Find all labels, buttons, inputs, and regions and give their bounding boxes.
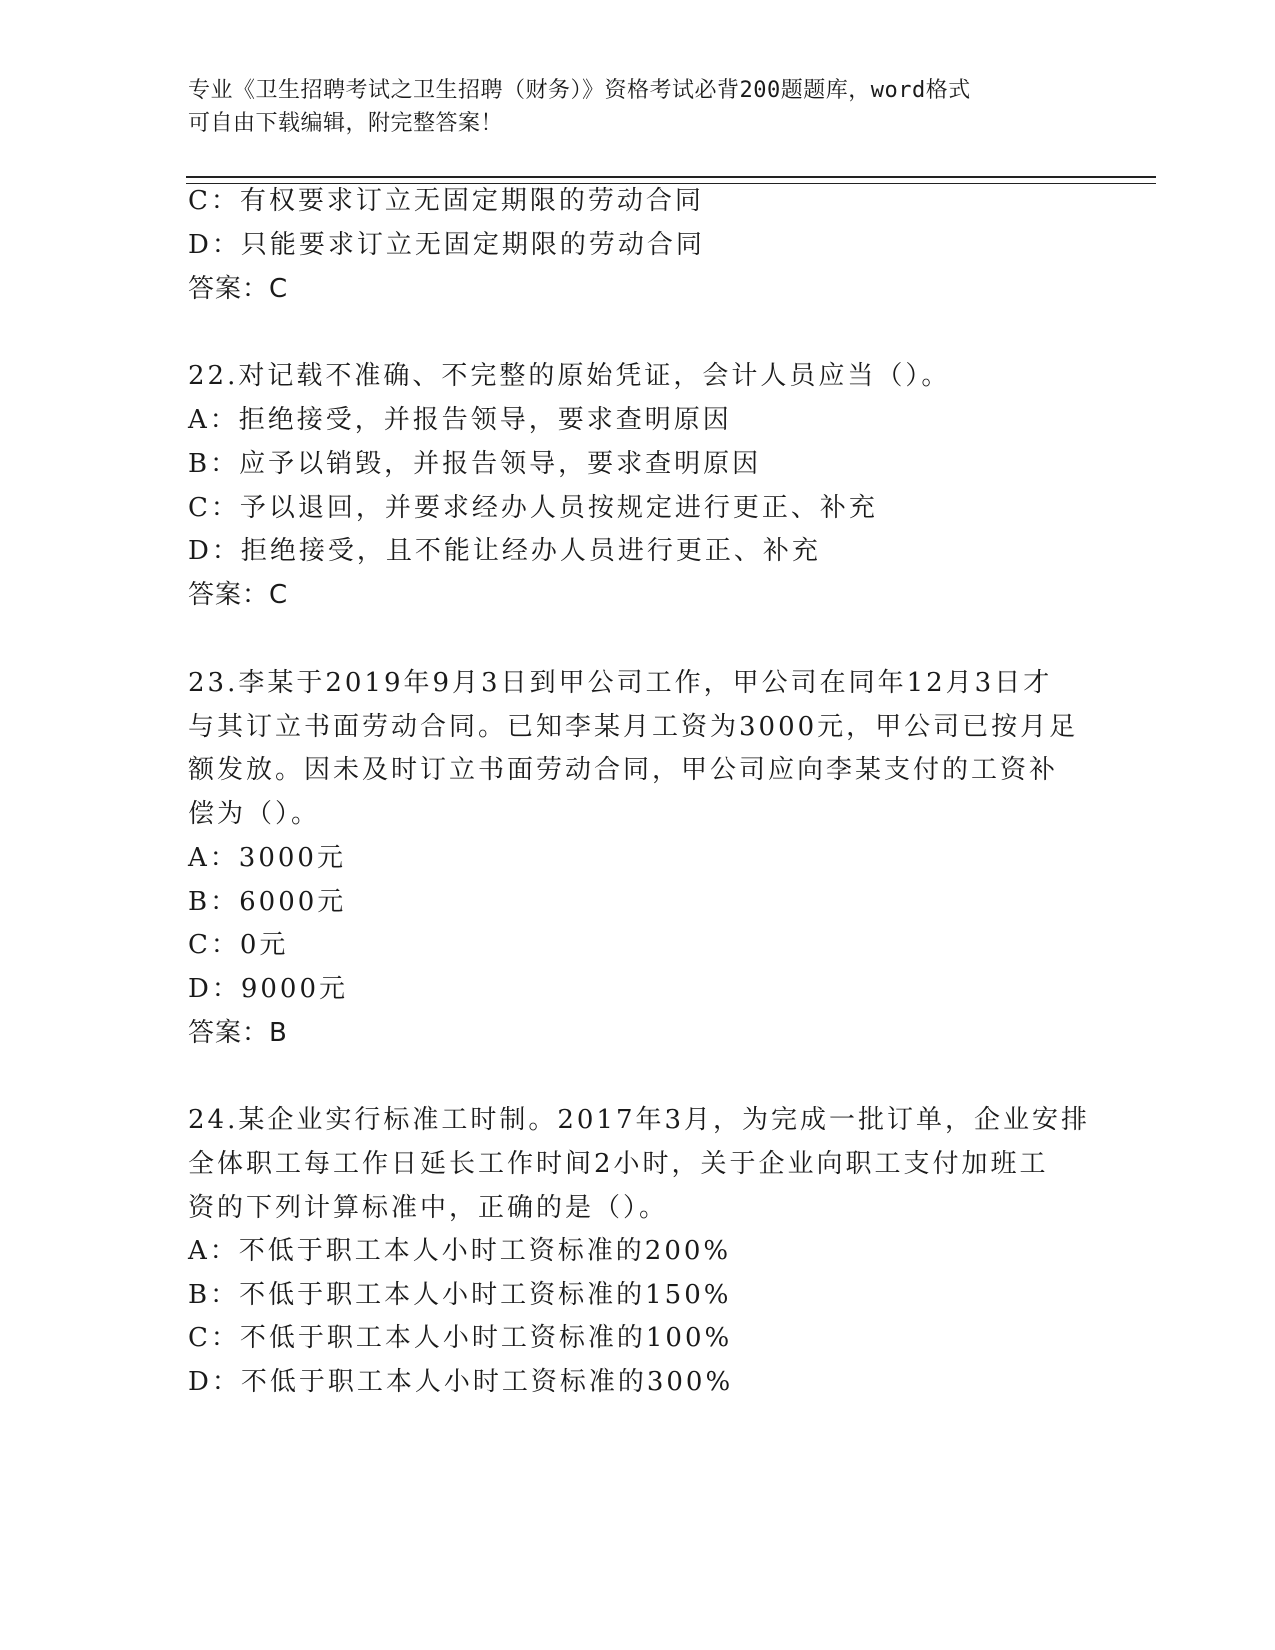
header-title-line2: 可自由下载编辑，附完整答案！ xyxy=(188,111,504,136)
q23-stem-line1: 23.李某于2019年9月3日到甲公司工作，甲公司在同年12月3日才 xyxy=(188,668,1053,698)
q24-option-a: A：不低于职工本人小时工资标准的200% xyxy=(188,1236,732,1266)
q24-option-b: B：不低于职工本人小时工资标准的150% xyxy=(188,1280,732,1310)
q23-answer: 答案：B xyxy=(188,1018,288,1048)
q22-answer: 答案：C xyxy=(188,580,289,610)
q22-option-b: B：应予以销毁，并报告领导，要求查明原因 xyxy=(188,449,762,479)
header-divider-thick xyxy=(186,176,1156,178)
q23-option-c: C：0元 xyxy=(188,930,289,960)
q23-stem-line2: 与其订立书面劳动合同。已知李某月工资为3000元，甲公司已按月足 xyxy=(188,712,1079,742)
q24-stem-line3: 资的下列计算标准中，正确的是（）。 xyxy=(188,1193,669,1223)
q23-option-a: A：3000元 xyxy=(188,843,346,873)
q24-option-c: C：不低于职工本人小时工资标准的100% xyxy=(188,1323,733,1353)
q23-option-d: D：9000元 xyxy=(188,974,349,1004)
q24-stem-line2: 全体职工每工作日延长工作时间2小时，关于企业向职工支付加班工 xyxy=(188,1149,1049,1179)
q21-option-c: C：有权要求订立无固定期限的劳动合同 xyxy=(188,186,704,216)
q21-option-d: D：只能要求订立无固定期限的劳动合同 xyxy=(188,230,705,260)
header-title-line1: 专业《卫生招聘考试之卫生招聘（财务）》资格考试必背200题题库，word格式 xyxy=(188,78,971,103)
document-header xyxy=(188,74,1088,140)
q22-option-c: C：予以退回，并要求经办人员按规定进行更正、补充 xyxy=(188,493,878,523)
q22-option-d: D：拒绝接受，且不能让经办人员进行更正、补充 xyxy=(188,536,821,566)
q24-option-d: D：不低于职工本人小时工资标准的300% xyxy=(188,1367,734,1397)
q22-stem: 22.对记载不准确、不完整的原始凭证，会计人员应当（）。 xyxy=(188,361,951,391)
q23-option-b: B：6000元 xyxy=(188,887,347,917)
q22-option-a: A：拒绝接受，并报告领导，要求查明原因 xyxy=(188,405,732,435)
q23-stem-line4: 偿为（）。 xyxy=(188,799,321,829)
q23-stem-line3: 额发放。因未及时订立书面劳动合同，甲公司应向李某支付的工资补 xyxy=(188,755,1059,785)
q24-stem-line1: 24.某企业实行标准工时制。2017年3月，为完成一批订单，企业安排 xyxy=(188,1105,1091,1135)
q21-answer: 答案：C xyxy=(188,274,289,304)
